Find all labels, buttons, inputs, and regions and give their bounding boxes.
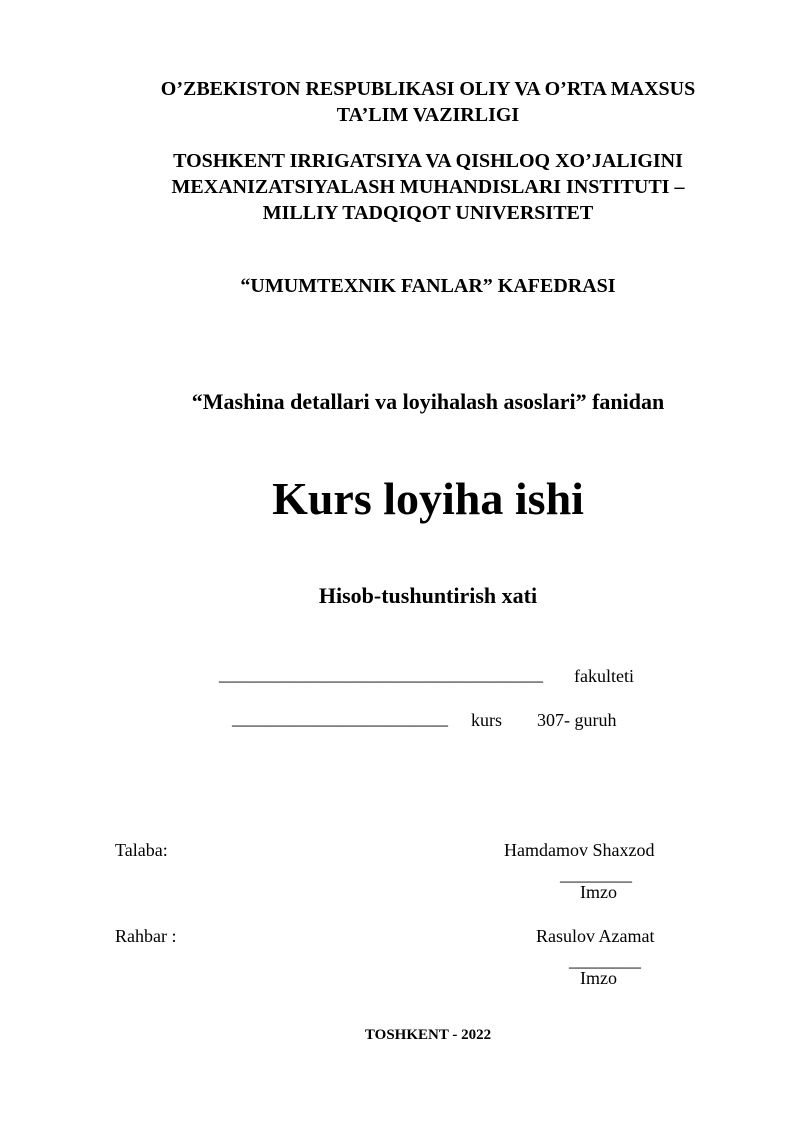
city-year: TOSHKENT - 2022: [364, 1027, 492, 1043]
subject-line: “Mashina detallari va loyihalash asoslari” fanidan: [191, 389, 665, 414]
institute-line-1: TOSHKENT IRRIGATSIYA VA QISHLOQ XO’JALIGINI: [173, 150, 683, 172]
department-title: “UMUMTEXNIK FANLAR” KAFEDRASI: [240, 275, 616, 297]
course-blank: ________________________: [232, 708, 448, 728]
ministry-line-1: O’ZBEKISTON RESPUBLIKASI OLIY VA O’RTA MAXSUS: [160, 78, 696, 100]
faculty-blank: ____________________________________: [219, 664, 543, 684]
supervisor-role: Rahbar :: [115, 926, 177, 946]
student-signature-line: ________: [560, 864, 632, 884]
institute-line-2: MEXANIZATSIYALASH MUHANDISLARI INSTITUTI –: [171, 176, 685, 198]
faculty-label: fakulteti: [574, 666, 634, 686]
supervisor-name: Rasulov Azamat: [536, 926, 655, 946]
document-title: Kurs loyiha ishi: [272, 473, 584, 524]
student-role: Talaba:: [115, 840, 168, 860]
institute-line-3: MILLIY TADQIQOT UNIVERSITET: [262, 202, 594, 224]
course-label: kurs: [471, 710, 502, 730]
supervisor-signature-line: ________: [569, 950, 641, 970]
ministry-line-2: TA’LIM VAZIRLIGI: [336, 104, 520, 126]
student-signature-label: Imzo: [580, 882, 617, 902]
document-subtitle: Hisob-tushuntirish xati: [318, 583, 538, 608]
student-name: Hamdamov Shaxzod: [504, 840, 655, 860]
supervisor-signature-label: Imzo: [580, 968, 617, 988]
group-label: 307- guruh: [537, 710, 617, 730]
